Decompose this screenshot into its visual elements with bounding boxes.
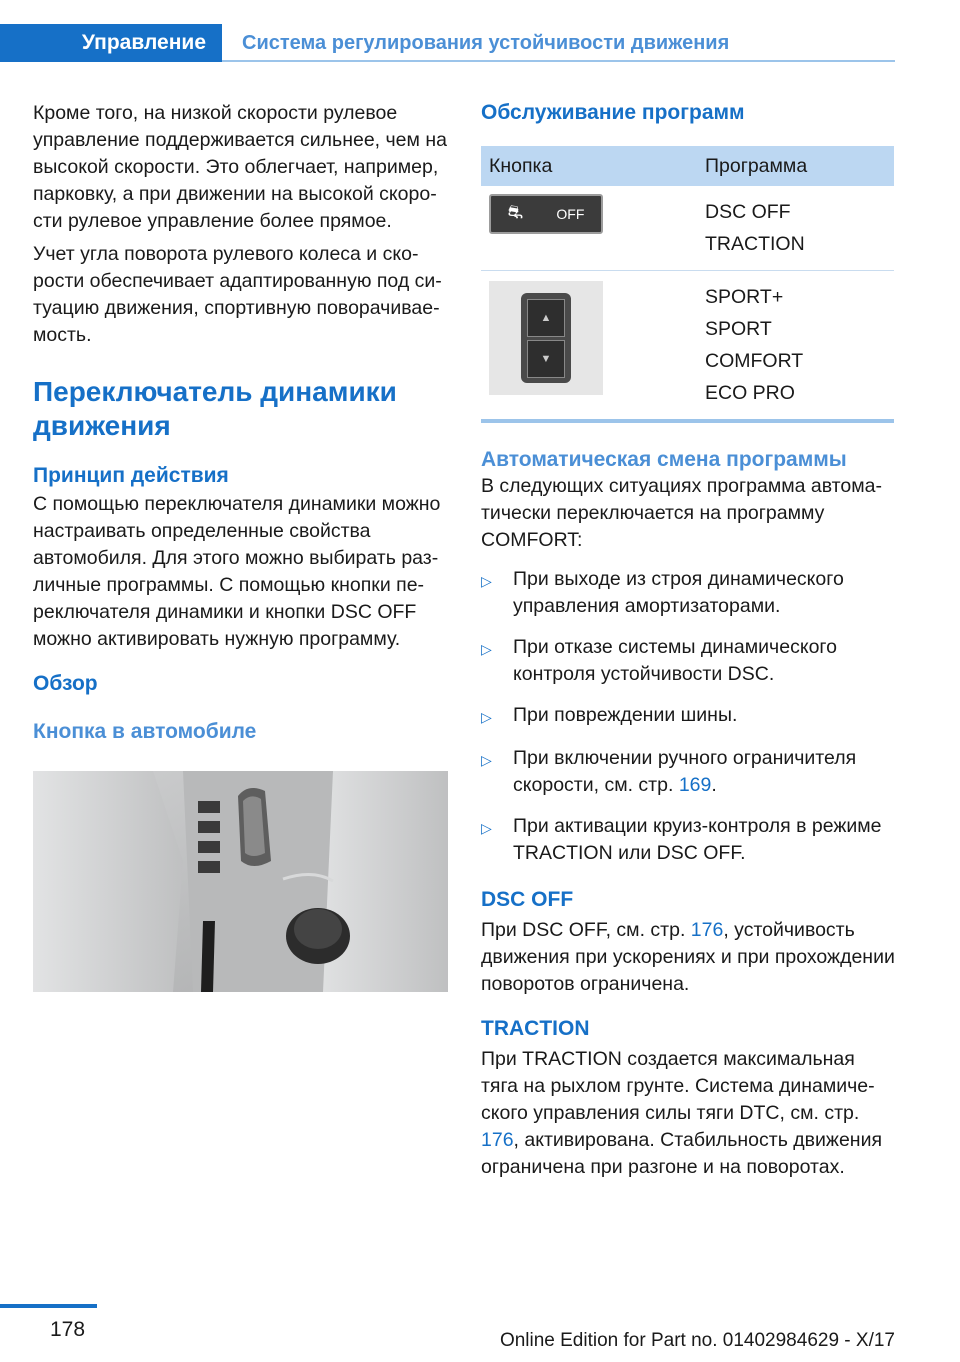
subsection-heading: TRACTION <box>481 1017 590 1040</box>
list-item-text: При выходе из строя динамического управления амортизаторами. <box>513 568 844 617</box>
list-item <box>481 745 895 799</box>
triangle-bullet-icon: ▷ <box>481 752 492 768</box>
subsubsection-heading: Кнопка в автомобиле <box>33 720 257 743</box>
list-item <box>481 566 895 620</box>
list-item <box>481 702 895 731</box>
program-table <box>481 146 894 423</box>
subsubsection-heading: Автоматическая смена программы <box>481 448 847 471</box>
program-name: COMFORT <box>705 350 804 372</box>
console-illustration <box>33 771 448 992</box>
header-rule <box>222 60 895 62</box>
table-header-button: Кнопка <box>481 146 697 186</box>
triangle-bullet-icon: ▷ <box>481 573 492 589</box>
left-column <box>33 100 448 745</box>
program-name: SPORT+ <box>705 286 784 308</box>
list-item-text: При включении ручного ограничителя скорости, см. стр. 169. <box>513 747 857 796</box>
table-cell <box>481 186 697 271</box>
list-item-text: При активации круиз-контроля в режиме TRACTION или DSC OFF. <box>513 815 882 864</box>
table-cell <box>481 271 697 422</box>
table-row <box>481 186 894 271</box>
car-skid-icon: ⛐ <box>507 202 524 222</box>
table-row <box>481 271 894 422</box>
paragraph: При TRACTION создается максимальная тяга на рыхлом грунте. Система динамического управления силы тяги DTC, см. стр. 176, активирована. Стабильность движения ограничена при разгоне и на поворотах. <box>481 1048 883 1178</box>
dsc-off-button-icon <box>489 194 603 234</box>
page-link[interactable]: 176 <box>690 919 724 941</box>
dsc-off-label: OFF <box>556 206 585 222</box>
subsection-heading: Обслуживание программ <box>481 101 745 124</box>
subsection-heading: Обзор <box>33 672 98 695</box>
program-name: ECO PRO <box>705 382 795 404</box>
page-number: 178 <box>50 1318 86 1341</box>
subsection-heading: DSC OFF <box>481 888 574 911</box>
triangle-bullet-icon: ▷ <box>481 641 492 657</box>
paragraph: С помощью переключателя динамики можно настраивать определенные свойства автомобиля. Для этого можно выбирать различные программы. С помощью кнопки переключателя динамики и кнопки DSC OFF можно активировать нужную программу. <box>33 493 441 650</box>
triangle-bullet-icon: ▷ <box>481 709 492 725</box>
driving-dynamics-switch-icon <box>489 281 603 395</box>
table-header-row <box>481 146 894 186</box>
subsection-heading: Принцип действия <box>33 464 229 487</box>
edition-note: Online Edition for Part no. 01402984629 - X/17 <box>499 1330 895 1351</box>
list-item-text: При отказе системы динамического контроля устойчивости DSC. <box>513 636 837 685</box>
program-name: TRACTION <box>705 233 805 255</box>
car-interior-photo <box>33 771 448 992</box>
list-item <box>481 634 895 688</box>
footer-rule <box>0 1304 97 1308</box>
page-link[interactable]: 169 <box>678 774 712 796</box>
paragraph: При DSC OFF, см. стр. 176, устойчивость движения при ускорениях и при прохождении поворотов ограничена. <box>481 919 895 995</box>
header-chapter-tab: Управление <box>0 24 222 62</box>
table-cell <box>697 271 894 422</box>
paragraph: В следующих ситуациях программа автоматически переключается на программу COMFORT: <box>481 475 882 551</box>
list-item-text: При повреждении шины. <box>513 704 738 726</box>
paragraph: Кроме того, на низкой скорости рулевое управление поддерживается сильнее, чем на высокой скорости. Это облегчает, например, парковку, а при движении на высокой скорости рулевое управление более прямое. <box>33 102 447 232</box>
program-name: SPORT <box>705 318 772 340</box>
table-cell <box>697 186 894 271</box>
page-link[interactable]: 176 <box>481 1129 514 1151</box>
section-heading: Переключатель динамики движения <box>33 376 397 441</box>
down-arrow-icon: ▼ <box>527 340 565 378</box>
list-item <box>481 813 895 867</box>
program-name: DSC OFF <box>705 201 791 223</box>
header-section-title: Система регулирования устойчивости движения <box>242 31 730 54</box>
triangle-bullet-icon: ▷ <box>481 820 492 836</box>
right-column <box>481 100 895 1187</box>
up-arrow-icon: ▲ <box>527 299 565 337</box>
table-header-program: Программа <box>697 146 894 186</box>
paragraph: Учет угла поворота рулевого колеса и скорости обеспечивает адаптированную под ситуацию движения, спортивную поворачиваемость. <box>33 243 442 346</box>
